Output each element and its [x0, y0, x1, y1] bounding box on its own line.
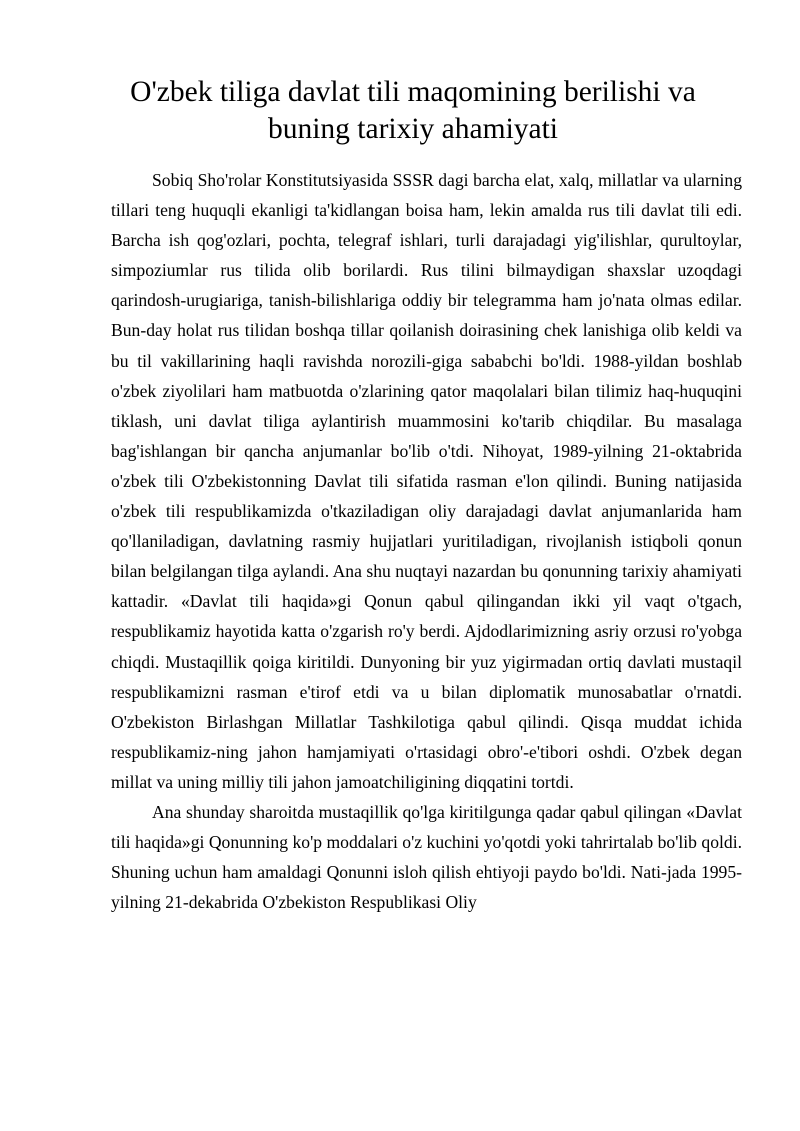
- paragraph-2: Ana shunday sharoitda mustaqillik qo'lga kiritilgunga qadar qabul qilingan «Davlat tili haqida»gi Qonunning ko'p moddalari o'z kuchini yo'qotdi yoki tahrirtalab bo'lib qoldi. Shuning uchun ham amaldagi Qonunni isloh qilish ehtiyoji paydo bo'ldi. Nati-jada 1995-yilning 21-dekabrida O'zbekiston Respublikasi Oliy: [111, 801, 742, 913]
- paragraph-1: Sobiq Sho'rolar Konstitutsiyasida SSSR dagi barcha elat, xalq, millatlar va ularning tillari teng huquqli ekanligi ta'kidlangan boisa ham, lekin amalda rus tili davlat tili edi. Barcha ish qog'ozlari, pochta, telegraf ishlari, turli darajadagi yig'ilishlar, qurultoylar, simpoziumlar rus tilida olib borilardi. Rus tilini bilmaydigan shaxslar uzoqdagi qarindosh-urugiariga, tanish-bilishlariga oddiy bir telegramma ham jo'nata olmas edilar. Bun-day holat rus tilidan boshqa tillar qoilanish doirasining chek lanishiga olib keldi va bu til vakillarining haqli ravishda norozili-giga sababchi bo'ldi. 1988-yildan boshlab o'zbek ziyolilari ham matbuotda o'zlarining qator maqolalari bilan tilimiz haq-huquqini tiklash, uni davlat tiliga aylantirish muammosini ko'tarib chiqdilar. Bu masalaga bag'ishlangan bir qancha anjumanlar bo'lib o'tdi. Nihoyat, 1989-yilning 21-oktabrida o'zbek tili O'zbekistonning Davlat tili sifatida rasman e'lon qilindi. Buning natijasida o'zbek tili respublikamizda o'tkaziladigan oliy darajadagi davlat anjumanlarida ham qo'llaniladigan, davlatning rasmiy hujjatlari yuritiladigan, rivojlanish istiqboli qonun bilan belgilangan tilga aylandi. Ana shu nuqtayi nazardan bu qonunning tarixiy ahamiyati kattadir. «Davlat tili haqida»gi Qonun qabul qilingandan ikki yil vaqt o'tgach, respublikamiz hayotida katta o'zgarish ro'y berdi. Ajdodlarimizning asriy orzusi ro'yobga chiqdi. Mustaqillik qoiga kiritildi. Dunyoning bir yuz yigirmadan ortiq davlati mustaqil respublikamizni rasman e'tirof etdi va u bilan diplomatik munosabatlar o'rnatdi. O'zbekiston Birlashgan Millatlar Tashkilotiga qabul qilindi. Qisqa muddat ichida respublikamiz-ning jahon hamjamiyati o'rtasidagi obro'-e'tibori oshdi. O'zbek degan millat va uning milliy tili jahon jamoatchiligining diqqatini tortdi.: [111, 170, 742, 792]
- document-title: O'zbek tiliga davlat tili maqomining berilishi va buning tarixiy ahamiyati: [130, 76, 696, 145]
- document-body: [111, 165, 742, 917]
